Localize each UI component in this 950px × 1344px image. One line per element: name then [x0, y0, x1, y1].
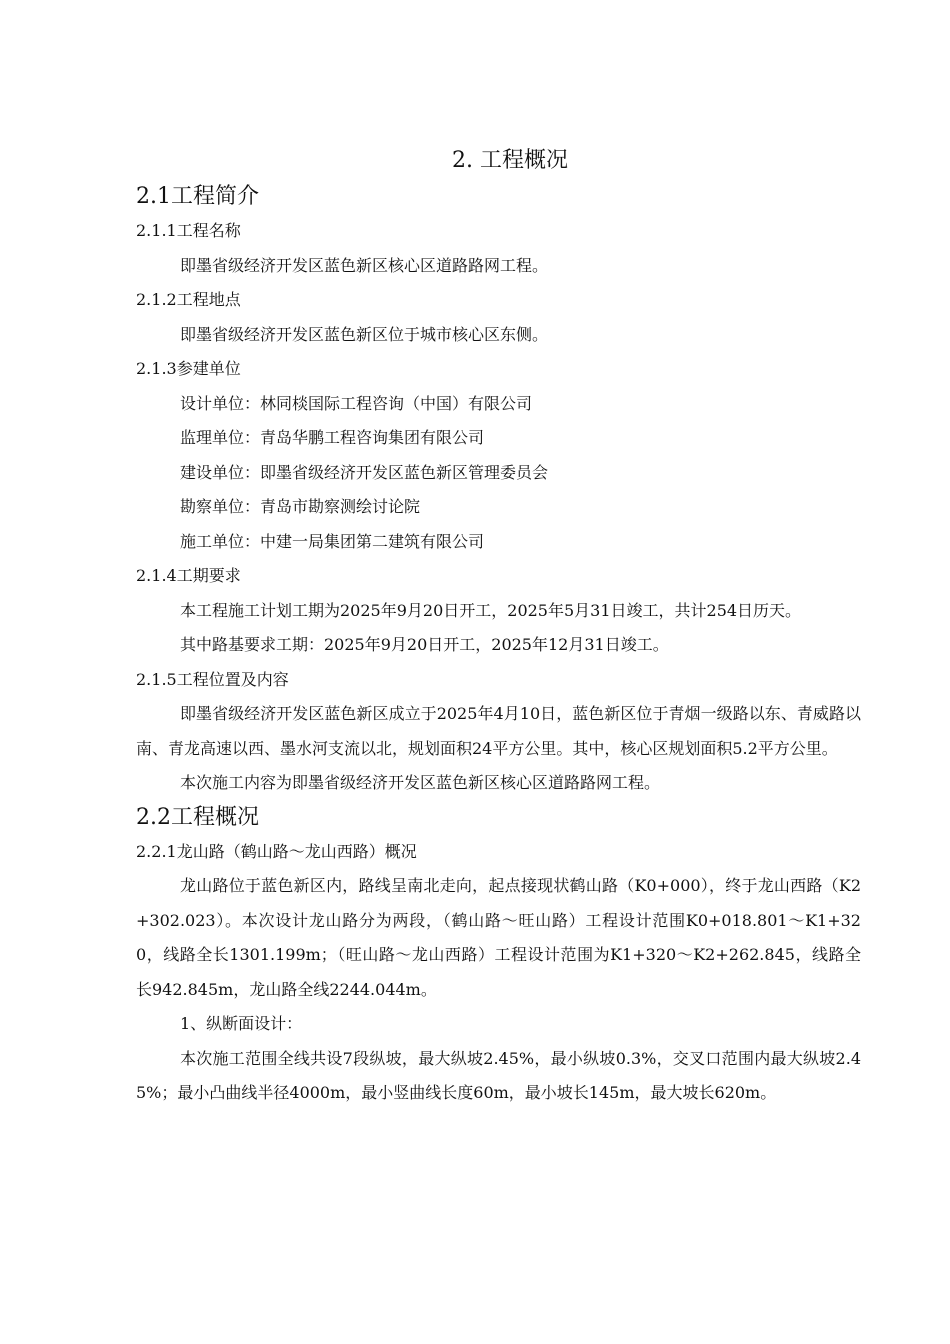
document-body: [136, 180, 861, 1111]
section-2-2-1-heading: 2.2.1龙山路（鹤山路～龙山西路）概况: [136, 841, 417, 861]
supervision-unit: 监理单位：青岛华鹏工程咨询集团有限公司: [180, 428, 485, 447]
location-content-paragraph: 即墨省级经济开发区蓝色新区成立于2025年4月10日，蓝色新区位于青烟一级路以东、青威路以南、青龙高速以西、墨水河支流以北，规划面积24平方公里。其中，核心区规划面积5.2平方公里。: [136, 704, 861, 758]
section-2-1-2-heading: 2.1.2工程地点: [136, 290, 241, 309]
chapter-title: 2. 工程概况: [452, 148, 568, 173]
construction-content-paragraph: 本次施工内容为即墨省级经济开发区蓝色新区核心区道路路网工程。: [180, 773, 661, 792]
design-unit: 设计单位：林同棪国际工程咨询（中国）有限公司: [180, 393, 533, 413]
survey-unit: 勘察单位：青岛市勘察测绘讨论院: [180, 497, 421, 516]
longitudinal-design-heading: 1、纵断面设计：: [180, 1014, 303, 1033]
longshan-road-overview-paragraph: 龙山路位于蓝色新区内，路线呈南北走向，起点接现状鹤山路（K0+000），终于龙山西路（K2+302.023）。本次设计龙山路分为两段，（鹤山路～旺山路）工程设计范围K0+018.801～K1+320，线路全长1301.199m；（旺山路～龙山西路）工程设计范围为K1+320～K2+262.845，线路全长942.845m，龙山路全线2244.044m。: [136, 876, 861, 999]
section-2-1-4-heading: 2.1.4工期要求: [136, 566, 241, 585]
schedule-paragraph: 本工程施工计划工期为2025年9月20日开工，2025年5月31日竣工，共计254日历天。: [180, 600, 802, 620]
subgrade-schedule-paragraph: 其中路基要求工期：2025年9月20日开工，2025年12月31日竣工。: [180, 635, 669, 654]
contractor-unit: 施工单位：中建一局集团第二建筑有限公司: [180, 531, 485, 551]
section-2-1-1-heading: 2.1.1工程名称: [136, 221, 241, 240]
section-2-2-heading: 2.2工程概况: [136, 804, 259, 830]
longitudinal-design-paragraph: 本次施工范围全线共设7段纵坡，最大纵坡2.45%，最小纵坡0.3%，交叉口范围内最大纵坡2.45%；最小凸曲线半径4000m，最小竖曲线长度60m，最小坡长145m，最大坡长620m。: [136, 1048, 861, 1102]
project-location-text: 即墨省级经济开发区蓝色新区位于城市核心区东侧。: [180, 324, 549, 344]
section-2-1-5-heading: 2.1.5工程位置及内容: [136, 669, 289, 689]
section-2-1-heading: 2.1工程简介: [136, 184, 259, 209]
construction-owner-unit: 建设单位：即墨省级经济开发区蓝色新区管理委员会: [180, 462, 549, 482]
section-2-1-3-heading: 2.1.3参建单位: [136, 359, 241, 378]
project-name-text: 即墨省级经济开发区蓝色新区核心区道路路网工程。: [180, 255, 549, 275]
